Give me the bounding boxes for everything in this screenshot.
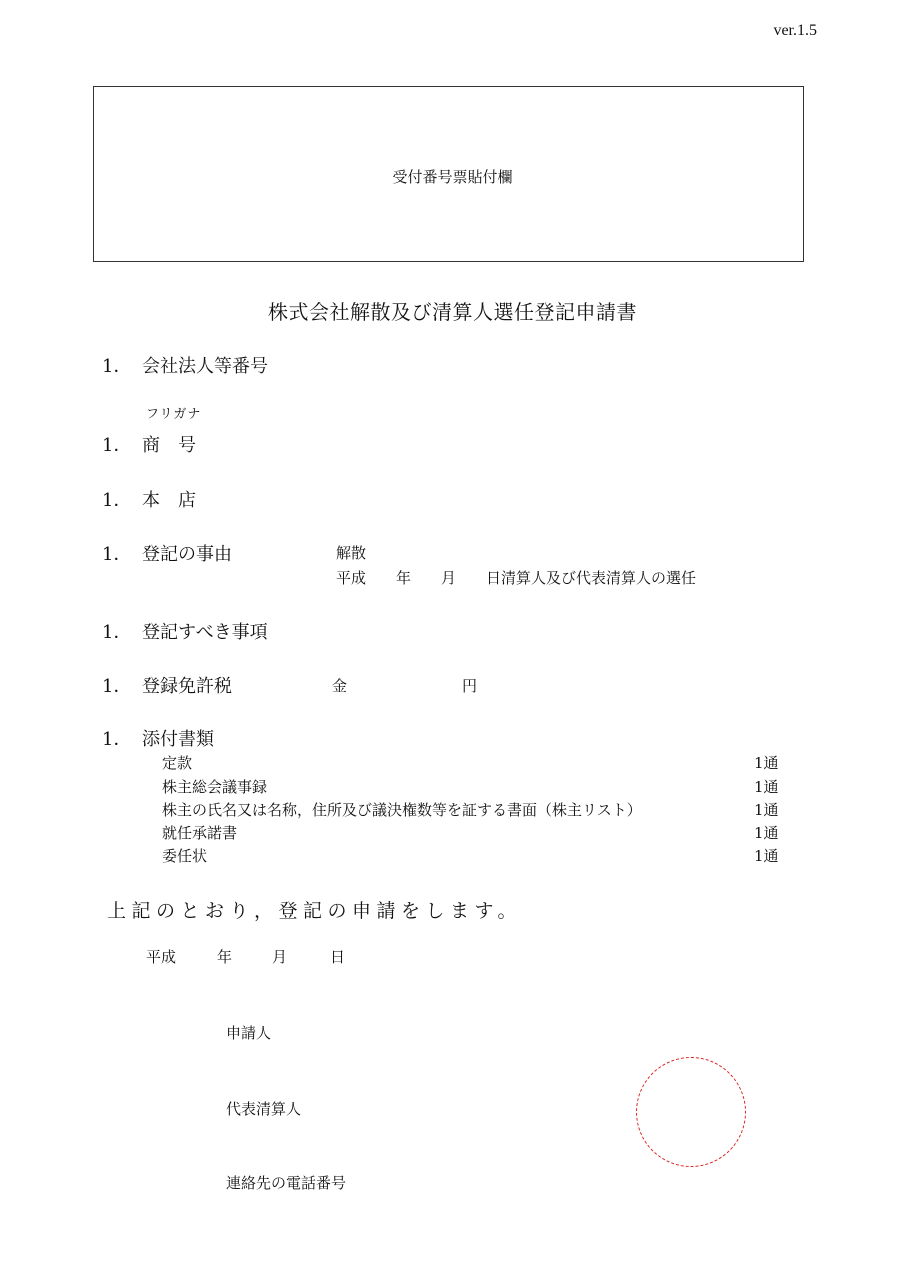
item-license-tax [102,672,232,698]
attachment-name: 委任状 [162,847,208,865]
item-label: 登記すべき事項 [142,622,268,643]
tax-prefix: 金 [332,677,348,695]
attachment-name: 株主の氏名又は名称，住所及び議決権数等を証する書面（株主リスト） [162,801,642,819]
item-registration-reason [102,540,232,566]
document-title: 株式会社解散及び清算人選任登記申請書 [268,300,637,324]
item-label: 登記の事由 [142,544,232,565]
item-label: 商 号 [142,435,196,456]
attachment-count: 1通 [754,824,779,842]
attachment-count: 1通 [754,801,779,819]
item-corp-number [102,352,268,378]
contact-phone-label: 連絡先の電話番号 [226,1174,347,1192]
attachment-count: 1通 [754,754,779,772]
date-day: 日 [330,948,346,966]
reason-value-dissolution: 解散 [336,544,367,562]
date-month: 月 [272,948,288,966]
item-number: 1． [102,729,132,750]
reason-value-appointment: 平成 年 月 日清算人及び代表清算人の選任 [336,569,697,587]
item-trade-name [102,431,196,457]
item-label: 本 店 [142,490,196,511]
furigana-label: フリガナ [146,407,202,422]
item-number: 1． [102,435,132,456]
version-label: ver.1.5 [773,22,817,39]
representative-liquidator-label: 代表清算人 [226,1100,302,1118]
item-number: 1． [102,676,132,697]
item-label: 添付書類 [142,729,214,750]
attachment-count: 1通 [754,847,779,865]
item-registration-matters [102,618,268,644]
applicant-label: 申請人 [226,1024,272,1042]
declaration-text: 上記のとおり，登記の申請をします。 [107,900,522,922]
tax-suffix: 円 [462,677,478,695]
item-label: 登録免許税 [142,676,232,697]
item-attachments [102,725,214,751]
item-number: 1． [102,544,132,565]
item-label: 会社法人等番号 [142,356,268,377]
item-number: 1． [102,622,132,643]
item-number: 1． [102,356,132,377]
attachment-count: 1通 [754,778,779,796]
attachment-name: 株主総会議事録 [162,778,268,796]
seal-placeholder-circle [636,1057,746,1167]
attachment-name: 定款 [162,754,193,772]
date-era: 平成 [146,948,177,966]
stamp-box-label: 受付番号票貼付欄 [392,168,513,186]
attachment-name: 就任承諾書 [162,824,238,842]
item-number: 1． [102,490,132,511]
item-head-office [102,486,196,512]
date-year: 年 [217,948,233,966]
